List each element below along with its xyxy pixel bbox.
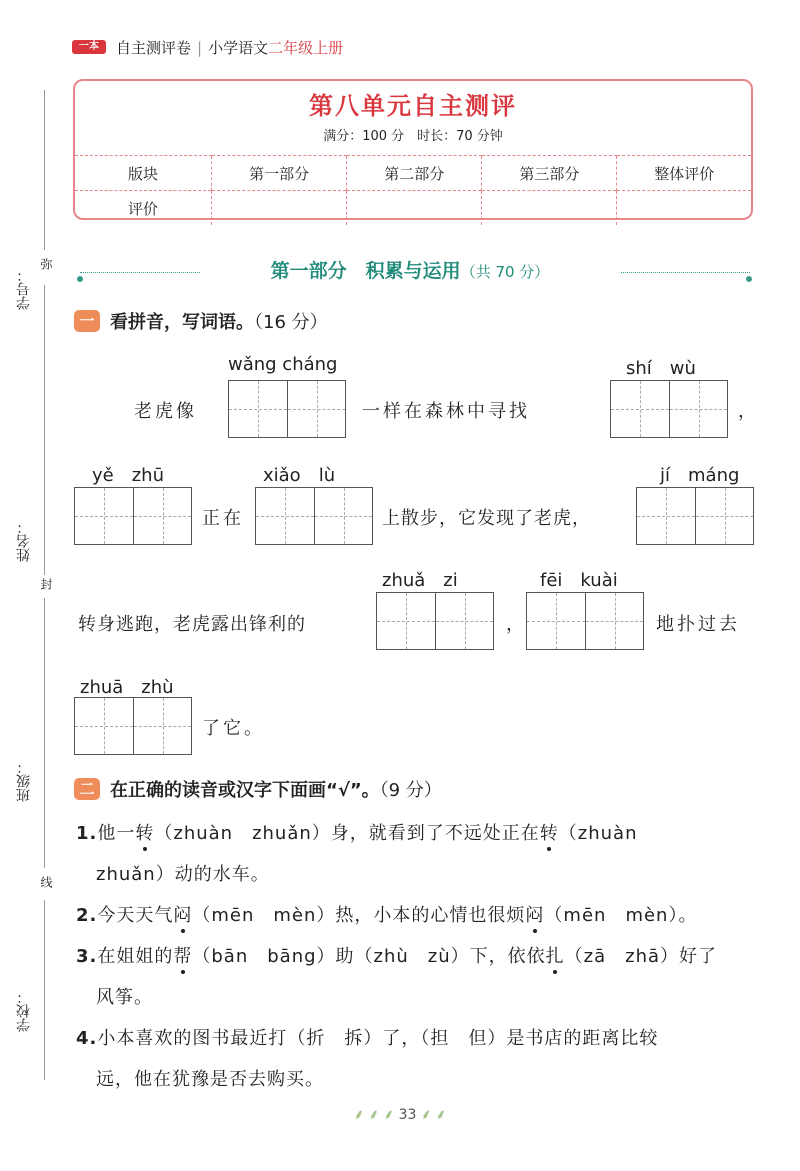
sentence-text: 上散步，它发现了老虎， (382, 508, 591, 529)
divider-dot (746, 276, 752, 282)
leaf-ornament-icon: ⸙ ⸙ (416, 1107, 447, 1123)
question-title: 看拼音，写词语。（16 分） (110, 312, 328, 333)
seal-mark: 线 (39, 876, 53, 888)
emphasis-char: 扎 (546, 942, 565, 968)
row-label: 评价 (75, 191, 212, 226)
page-header: 自主测评卷 | 小学语文二年级上册 (116, 39, 344, 57)
table-header: 第一部分 (212, 156, 347, 191)
binding-line (44, 598, 45, 868)
score-cell[interactable] (347, 191, 482, 226)
sentence-text: ， (738, 401, 759, 422)
pinyin-label: xiǎo lù (263, 465, 336, 486)
divider-dot (77, 276, 83, 282)
writing-grid[interactable] (228, 380, 346, 438)
question-line: 3.在姐姐的帮（bān bāng）助（zhù zù）下，依依扎（zā zhā）好了 (76, 942, 717, 968)
pinyin-label: wǎng cháng (228, 354, 338, 375)
question-line: 风筝。 (96, 987, 153, 1008)
seal-mark: 封 (39, 578, 53, 590)
binding-line (44, 900, 45, 1080)
sentence-text: 地扑过去 (656, 614, 740, 635)
question-line: 1.他一转（zhuàn zhuǎn）身，就看到了不远处正在转（zhuàn (76, 819, 637, 845)
seal-mark: 弥 (39, 258, 53, 270)
page-number: ⸙ ⸙ ⸙ 33 ⸙ ⸙ (353, 1107, 447, 1123)
table-header: 版块 (75, 156, 212, 191)
grade-name: 二年级上册 (268, 39, 344, 57)
binding-line (44, 285, 45, 575)
table-row (75, 191, 751, 226)
emphasis-char: 闷 (525, 901, 544, 927)
pinyin-label: zhuā zhù (80, 677, 174, 698)
writing-grid[interactable] (610, 380, 728, 438)
emphasis-char: 闷 (173, 901, 192, 927)
sentence-text: 正在 (202, 508, 244, 529)
brand-logo: 一本 (72, 40, 106, 54)
sentence-text: 转身逃跑，老虎露出锋利的 (78, 614, 306, 635)
score-cell[interactable] (617, 191, 751, 226)
sentence-text: 了它。 (202, 718, 265, 739)
series-name: 自主测评卷 (116, 39, 192, 57)
student-id-label: 学号： (16, 268, 32, 310)
pinyin-label: shí wù (626, 358, 696, 379)
emphasis-char: 转 (135, 819, 154, 845)
question-line: 4.小本喜欢的图书最近打（折 拆）了，（担 但）是书店的距离比较 (76, 1028, 659, 1049)
leaf-ornament-icon: ⸙ ⸙ ⸙ (353, 1107, 399, 1123)
question-number: 二 (74, 778, 100, 800)
score-table (75, 155, 751, 225)
writing-grid[interactable] (74, 697, 192, 755)
question-line: 远，他在犹豫是否去购买。 (96, 1069, 324, 1090)
question-title: 在正确的读音或汉字下面画“√”。（9 分） (110, 780, 442, 801)
question-number: 一 (74, 310, 100, 332)
table-header: 第二部分 (347, 156, 482, 191)
emphasis-char: 帮 (173, 942, 192, 968)
pinyin-label: jí máng (660, 465, 740, 486)
question-line: 2.今天天气闷（mēn mèn）热，小本的心情也很烦闷（mēn mèn）。 (76, 901, 697, 927)
writing-grid[interactable] (74, 487, 192, 545)
exam-info: 满分：100 分 时长：70 分钟 (323, 129, 503, 144)
table-header: 整体评价 (617, 156, 751, 191)
binding-line (44, 90, 45, 250)
table-header: 第三部分 (482, 156, 617, 191)
school-label: 学校： (16, 990, 32, 1032)
emphasis-char: 转 (540, 819, 559, 845)
name-label: 姓名： (16, 520, 32, 562)
part-title: 第一部分 积累与运用（共 70 分） (200, 256, 620, 283)
class-label: 班级： (16, 760, 32, 802)
page-title: 第八单元自主测评 (309, 92, 517, 120)
pinyin-label: yě zhū (92, 465, 164, 486)
sentence-text: 一样在森林中寻找 (362, 401, 530, 422)
pinyin-label: fēi kuài (540, 570, 618, 591)
pinyin-label: zhuǎ zi (382, 570, 458, 591)
sentence-text: 老虎像 (134, 401, 197, 422)
sentence-text: ， (506, 614, 527, 635)
score-cell[interactable] (482, 191, 617, 226)
writing-grid[interactable] (636, 487, 754, 545)
writing-grid[interactable] (376, 592, 494, 650)
writing-grid[interactable] (255, 487, 373, 545)
score-cell[interactable] (212, 191, 347, 226)
question-line: zhuǎn）动的水车。 (96, 864, 270, 885)
subject-name: 小学语文 (208, 39, 269, 57)
writing-grid[interactable] (526, 592, 644, 650)
table-row (75, 156, 751, 191)
